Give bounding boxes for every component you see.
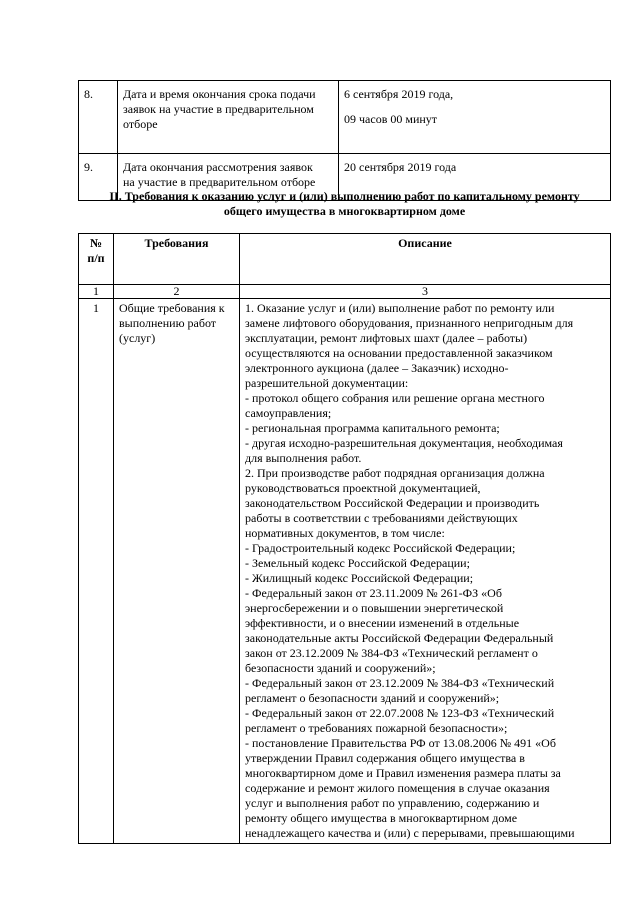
description-line: законодательством Российской Федерации и производить (245, 496, 540, 510)
description-line: эффективности, и о внесении изменений в отдельные (245, 616, 520, 630)
description-line: эксплуатации, ремонт лифтовых шахт (далее – работы) (245, 331, 528, 345)
description-line: - Федеральный закон от 23.12.2009 № 384-ФЗ «Технический (245, 676, 555, 690)
row-value: 6 сентября 2019 года, 09 часов 00 минут (339, 81, 611, 154)
description-line: - Федеральный закон от 22.07.2008 № 123-ФЗ «Технический (245, 706, 555, 720)
description-line: многоквартирном доме и Правил изменения размера платы за (245, 766, 561, 780)
column-number: 2 (114, 285, 240, 299)
description-line: ремонту общего имущества в многоквартирном доме (245, 811, 518, 825)
column-numbers-row (79, 285, 611, 299)
description-line: - протокол общего собрания или решение органа местного (245, 391, 545, 405)
requirements-table (78, 233, 611, 844)
description-line: - Градостроительный кодекс Российской Федерации; (245, 541, 516, 555)
description-line: для выполнения работ. (245, 451, 362, 465)
row-number: 9. (79, 154, 118, 201)
description-line: ненадлежащего качества и (или) с перерывами, превышающими (245, 826, 575, 840)
table-row (79, 81, 611, 154)
row-label: Дата и время окончания срока подачи заявок на участие в предварительном отборе (118, 81, 339, 154)
description-line: - Жилищный кодекс Российской Федерации; (245, 571, 474, 585)
header-description: Описание (240, 234, 611, 285)
description-line: безопасности зданий и сооружений»; (245, 661, 436, 675)
description-line: самоуправления; (245, 406, 332, 420)
header-number: № п/п (79, 234, 114, 285)
description-line: регламент о безопасности зданий и сооружений»; (245, 691, 500, 705)
table-header-row (79, 234, 611, 285)
description-line: закон от 23.12.2009 № 384-ФЗ «Технический регламент о (245, 646, 538, 660)
description-line: утверждении Правил содержания общего имущества в (245, 751, 525, 765)
row-number: 1 (79, 299, 114, 844)
description-line: - Земельный кодекс Российской Федерации; (245, 556, 470, 570)
description-line: замене лифтового оборудования, признанного непригодным для (245, 316, 574, 330)
description-line: нормативных документов, в том числе: (245, 526, 445, 540)
description-cell (240, 299, 611, 844)
description-line: 1. Оказание услуг и (или) выполнение работ по ремонту или (245, 301, 555, 315)
description-line: руководствоваться проектной документацией, (245, 481, 481, 495)
description-line: осуществляются на основании предоставленной заказчиком (245, 346, 553, 360)
row-value: 20 сентября 2019 года (339, 154, 611, 201)
description-line: - Федеральный закон от 23.11.2009 № 261-ФЗ «Об (245, 586, 502, 600)
tender-dates-table (78, 80, 611, 201)
description-line: 2. При производстве работ подрядная организация должна (245, 466, 545, 480)
description-line: разрешительной документации: (245, 376, 409, 390)
description-line: электронного аукциона (далее – Заказчик) исходно- (245, 361, 509, 375)
header-requirements: Требования (114, 234, 240, 285)
description-line: содержание и ремонт жилого помещения в случае оказания (245, 781, 550, 795)
description-line: - постановление Правительства РФ от 13.08.2006 № 491 «Об (245, 736, 556, 750)
description-line: - региональная программа капитального ремонта; (245, 421, 500, 435)
row-number: 8. (79, 81, 118, 154)
row-label: Дата окончания рассмотрения заявок на участие в предварительном отборе (118, 154, 339, 201)
description-line: энергосбережении и о повышении энергетической (245, 601, 504, 615)
description-line: работы в соответствии с требованиями действующих (245, 511, 518, 525)
column-number: 1 (79, 285, 114, 299)
requirement-cell: Общие требования к выполнению работ (услуг) (114, 299, 240, 844)
description-line: услуг и выполнения работ по управлению, содержанию и (245, 796, 540, 810)
section-title: II. Требования к оказанию услуг и (или) выполнению работ по капитальному ремонту общего имущества в многоквартирном доме (109, 189, 580, 218)
column-number: 3 (240, 285, 611, 299)
description-line: регламент о требованиях пожарной безопасности»; (245, 721, 508, 735)
description-line: законодательные акты Российской Федерации Федеральный (245, 631, 554, 645)
table-row (79, 299, 611, 844)
description-line: - другая исходно-разрешительная документация, необходимая (245, 436, 563, 450)
